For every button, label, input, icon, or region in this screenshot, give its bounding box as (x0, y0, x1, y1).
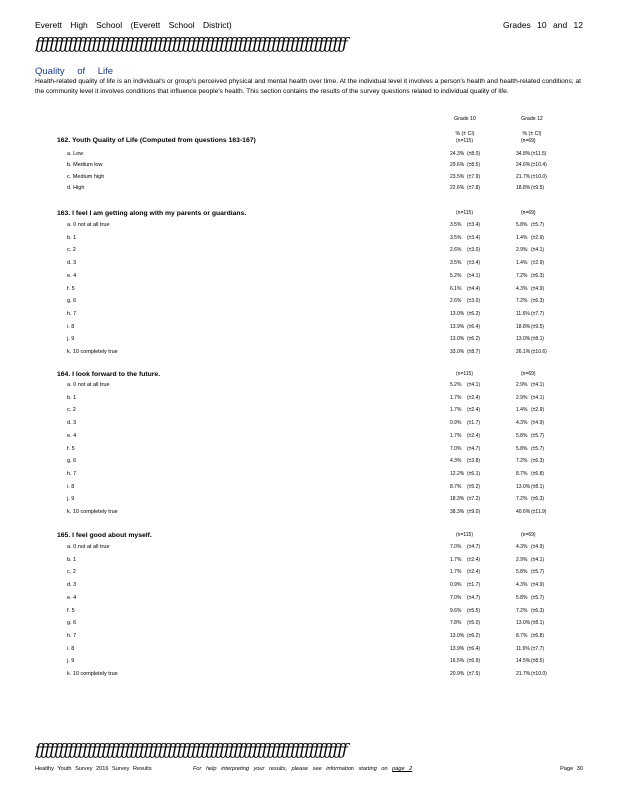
grade-10-confidence-interval: (±3.4) (467, 234, 481, 241)
grade-10-percent: 1.7% (450, 569, 462, 576)
grade-10-percent: 33.0% (450, 349, 465, 355)
grade-12-confidence-interval: (±6.3) (531, 607, 545, 614)
grade-10-confidence-interval: (±6.1) (467, 470, 481, 477)
grade-10-percent: 1.7% (450, 407, 462, 414)
response-option-label: d. 3 (67, 420, 77, 427)
grade-10-percent: 20.9% (450, 671, 465, 677)
grade-10-confidence-interval: (±6.4) (467, 645, 481, 652)
grade-12-percent: 8.7% (516, 632, 528, 639)
grade-12-percent: 7.2% (516, 607, 528, 614)
grade-12-percent: 26.1% (516, 349, 531, 355)
grade-12-percent: 1.4% (516, 234, 528, 241)
response-option-label: a. 0 not at all true (67, 222, 110, 228)
grade-12-percent: 11.6% (516, 645, 530, 652)
grade-10-percent: 24.3% (450, 151, 465, 157)
grade-12-confidence-interval: (±5.7) (531, 445, 545, 452)
grade-12-confidence-interval: (±4.1) (531, 247, 545, 254)
grade-10-confidence-interval: (±6.2) (467, 310, 481, 317)
grade-12-confidence-interval: (±9.5) (531, 323, 545, 330)
response-option-label: f. 5 (67, 445, 75, 452)
grade-10-percent-label: % (± CI) (455, 131, 475, 137)
grade-12-confidence-interval: (±4.9) (531, 420, 545, 427)
grade-12-confidence-interval: (±4.1) (531, 382, 545, 388)
grade-12-confidence-interval: (±4.9) (531, 582, 545, 589)
grade-12-confidence-interval: (±10.6) (531, 349, 547, 355)
grade-12-percent: 5.8% (516, 594, 528, 601)
response-option-label: k. 10 completely true (67, 509, 118, 515)
grade-10-percent: 1.7% (450, 432, 462, 439)
response-option-label: b. Medium low (67, 162, 103, 169)
grade-12-confidence-interval: (±2.9) (531, 407, 545, 414)
grade-10-percent: 3.5% (450, 222, 462, 228)
grade-10-percent: 16.5% (450, 658, 465, 665)
grade-12-confidence-interval: (±7.7) (531, 310, 545, 317)
grade-12-percent: 5.8% (516, 222, 528, 228)
grade-10-confidence-interval: (±3.0) (467, 298, 481, 305)
grade-12-confidence-interval: (±6.3) (531, 496, 545, 503)
grade-12-percent: 21.7% (516, 671, 531, 677)
grade-12-sample-size: (n=69) (521, 210, 536, 216)
grade-10-sample-size: (n=115) (456, 532, 474, 538)
grade-12-percent: 13.0% (516, 336, 531, 343)
grade-12-percent: 18.8% (516, 323, 531, 330)
question-title: 164. I look forward to the future. (57, 371, 161, 378)
grade-10-percent: 12.2% (450, 470, 465, 477)
response-option-label: c. 2 (67, 407, 76, 414)
grade-12-percent: 2.9% (516, 556, 528, 563)
response-option-label: e. 4 (67, 432, 77, 439)
grade-12-percent: 7.2% (516, 496, 528, 503)
grade-10-confidence-interval: (±3.4) (467, 260, 481, 267)
grade-12-confidence-interval: (±6.3) (531, 272, 545, 279)
response-option-label: g. 6 (67, 458, 77, 465)
grade-12-percent: 4.3% (516, 544, 528, 550)
grade-12-confidence-interval: (±5.7) (531, 594, 545, 601)
grade-10-confidence-interval: (±1.7) (467, 420, 481, 427)
grade-10-percent: 4.3% (450, 458, 462, 465)
grade-10-confidence-interval: (±3.0) (467, 247, 481, 254)
grade-10-percent: 1.7% (450, 394, 462, 401)
grade-12-confidence-interval: (±6.8) (531, 470, 545, 477)
grade-10-confidence-interval: (±5.0) (467, 620, 481, 627)
response-option-label: b. 1 (67, 556, 77, 563)
footer-ornament-rule: ƒƒƒƒƒƒƒƒƒƒƒƒƒƒƒƒƒƒƒƒƒƒƒƒƒƒƒƒƒƒƒƒƒƒƒƒƒƒƒƒƒƒƒƒƒƒƒƒƒƒƒƒƒƒƒƒƒƒƒƒƒƒƒƒƒƒ (35, 742, 347, 758)
response-option-label: c. Medium high (67, 173, 105, 180)
grade-10-percent: 6.1% (450, 285, 462, 292)
grade-10-confidence-interval: (±4.7) (467, 594, 481, 601)
grade-12-percent: 24.6% (516, 162, 531, 169)
grade-12-confidence-interval: (±6.8) (531, 632, 545, 639)
response-option-label: j. 9 (67, 496, 75, 503)
grade-12-percent: 7.2% (516, 272, 528, 279)
grade-12-percent: 5.8% (516, 569, 528, 576)
grade-10-confidence-interval: (±4.1) (467, 382, 481, 388)
grade-10-confidence-interval: (±4.4) (467, 285, 481, 292)
grade-10-column-header: Grade 10 (454, 116, 476, 122)
grade-12-percent: 21.7% (516, 173, 531, 180)
grade-10-confidence-interval: (±7.9) (467, 173, 481, 180)
grade-12-confidence-interval: (±5.7) (531, 569, 545, 576)
grade-10-percent: 7.0% (450, 544, 462, 550)
grade-12-confidence-interval: (±7.7) (531, 645, 545, 652)
grade-10-percent: 2.6% (450, 247, 462, 254)
grade-12-percent: 2.9% (516, 394, 528, 401)
grade-10-sample-size: (n=115) (456, 371, 474, 377)
grade-10-confidence-interval: (±5.2) (467, 483, 481, 490)
footer-page-link[interactable]: page 2 (392, 766, 413, 772)
grade-12-confidence-interval: (±8.1) (531, 336, 545, 343)
grade-12-confidence-interval: (±8.1) (531, 620, 545, 627)
response-option-label: k. 10 completely true (67, 671, 118, 677)
grade-12-confidence-interval: (±5.7) (531, 432, 545, 439)
grade-12-column-header: Grade 12 (521, 116, 543, 122)
grade-12-percent: 13.0% (516, 483, 531, 490)
header-ornament-rule: ƒƒƒƒƒƒƒƒƒƒƒƒƒƒƒƒƒƒƒƒƒƒƒƒƒƒƒƒƒƒƒƒƒƒƒƒƒƒƒƒƒƒƒƒƒƒƒƒƒƒƒƒƒƒƒƒƒƒƒƒƒƒƒƒƒƒ (35, 36, 347, 52)
grade-12-confidence-interval: (±5.7) (531, 222, 545, 228)
response-option-label: e. 4 (67, 594, 77, 601)
grade-12-percent: 34.8% (516, 151, 531, 157)
response-option-label: g. 6 (67, 298, 77, 305)
grade-10-confidence-interval: (±9.0) (467, 509, 481, 515)
grade-10-percent: 5.2% (450, 382, 462, 388)
footer-help-text (193, 766, 412, 772)
grade-10-percent: 3.5% (450, 234, 462, 241)
grade-12-confidence-interval: (±2.9) (531, 260, 545, 267)
grade-10-confidence-interval: (±2.4) (467, 569, 481, 576)
grade-12-sample-size: (n=69) (521, 138, 536, 144)
grade-10-confidence-interval: (±7.2) (467, 496, 481, 503)
response-option-label: b. 1 (67, 234, 77, 241)
grade-10-confidence-interval: (±8.0) (467, 151, 481, 157)
grade-12-percent: 13.0% (516, 620, 531, 627)
response-option-label: g. 6 (67, 620, 77, 627)
grade-10-confidence-interval: (±8.7) (467, 349, 481, 355)
grade-10-percent: 22.6% (450, 184, 465, 191)
grade-12-percent: 7.2% (516, 458, 528, 465)
grade-12-confidence-interval: (±4.9) (531, 285, 545, 292)
grade-10-percent: 38.3% (450, 509, 465, 515)
footer-survey-label: Healthy Youth Survey 2016 Survey Results (35, 766, 152, 772)
grade-10-confidence-interval: (±6.9) (467, 658, 481, 665)
grade-12-percent: 4.3% (516, 582, 528, 589)
response-option-label: d. 3 (67, 260, 77, 267)
grade-12-confidence-interval: (±10.0) (531, 173, 547, 180)
grade-12-percent: 5.8% (516, 445, 528, 452)
grade-12-confidence-interval: (±8.1) (531, 483, 545, 490)
grade-12-confidence-interval: (±2.9) (531, 234, 545, 241)
grade-12-percent: 5.8% (516, 432, 528, 439)
grade-10-percent: 18.3% (450, 496, 465, 503)
grade-12-percent: 4.3% (516, 420, 528, 427)
response-option-label: h. 7 (67, 632, 77, 639)
grades-label: Grades 10 and 12 (502, 20, 583, 30)
grade-12-percent: 4.3% (516, 285, 528, 292)
response-option-label: c. 2 (67, 247, 76, 254)
response-option-label: e. 4 (67, 272, 77, 279)
section-title: Quality of Life (35, 66, 114, 77)
grade-10-confidence-interval: (±4.7) (467, 544, 481, 550)
response-option-label: h. 7 (67, 310, 77, 317)
grade-12-confidence-interval: (±6.3) (531, 298, 545, 305)
question-title: 163. I feel I am getting along with my parents or guardians. (57, 210, 247, 217)
grade-12-confidence-interval: (±10.4) (531, 162, 547, 169)
grade-10-percent: 0.9% (450, 420, 462, 427)
grade-12-confidence-interval: (±9.5) (531, 184, 545, 191)
grade-10-percent: 13.9% (450, 323, 465, 330)
response-option-label: f. 5 (67, 607, 75, 614)
response-option-label: b. 1 (67, 394, 77, 401)
response-option-label: c. 2 (67, 569, 76, 576)
grade-12-percent: 11.6% (516, 310, 530, 317)
grade-10-confidence-interval: (±7.5) (467, 671, 481, 677)
grade-10-confidence-interval: (±5.5) (467, 607, 481, 614)
grade-10-confidence-interval: (±8.5) (467, 162, 481, 169)
grade-12-confidence-interval: (±4.9) (531, 544, 545, 550)
grade-10-percent: 7.0% (450, 445, 462, 452)
grade-12-percent: 18.8% (516, 184, 531, 191)
response-option-label: i. 8 (67, 645, 75, 652)
grade-10-sample-size: (n=115) (456, 210, 474, 216)
grade-10-confidence-interval: (±6.2) (467, 336, 481, 343)
grade-10-confidence-interval: (±4.7) (467, 445, 481, 452)
grade-12-percent: 1.4% (516, 260, 528, 267)
grade-10-percent: 13.0% (450, 310, 465, 317)
response-option-label: j. 9 (67, 336, 75, 343)
grade-10-sample-size: (n=115) (456, 138, 474, 144)
grade-10-percent: 5.2% (450, 272, 462, 279)
grade-10-percent: 8.7% (450, 483, 462, 490)
grade-12-percent: 8.7% (516, 470, 528, 477)
school-name: Everett High School (Everett School District) (35, 20, 232, 30)
grade-12-percent: 14.5% (516, 658, 531, 665)
grade-12-confidence-interval: (±11.5) (531, 151, 547, 157)
response-option-label: a. Low (67, 151, 84, 157)
response-option-label: a. 0 not at all true (67, 382, 110, 388)
grade-10-confidence-interval: (±4.1) (467, 272, 481, 279)
grade-12-percent-label: % (± CI) (522, 131, 542, 137)
question-title: 162. Youth Quality of Life (Computed from questions 163-167) (57, 137, 256, 144)
grade-10-percent: 3.5% (450, 260, 462, 267)
grade-12-confidence-interval: (±8.5) (531, 658, 545, 665)
grade-10-percent: 13.9% (450, 645, 465, 652)
grade-10-percent: 13.0% (450, 632, 465, 639)
grade-12-confidence-interval: (±6.3) (531, 458, 545, 465)
section-intro: Health-related quality of life is an individual's or group's perceived physical and mental health over time. At the individual level it involves a person's health and health-related conditions; at the community level it involves conditions that influence people's health. This section contains the results of the survey questions related to individual quality of life. (35, 78, 581, 95)
grade-10-percent: 0.9% (450, 582, 462, 589)
grade-12-percent: 1.4% (516, 407, 528, 414)
grade-12-percent: 2.9% (516, 382, 528, 388)
grade-12-confidence-interval: (±11.9) (531, 509, 547, 515)
question-title: 165. I feel good about myself. (57, 532, 152, 539)
grade-10-confidence-interval: (±6.4) (467, 323, 481, 330)
grade-10-percent: 29.6% (450, 162, 465, 169)
grade-10-percent: 13.0% (450, 336, 465, 343)
response-option-label: d. High (67, 184, 85, 191)
grade-10-percent: 23.5% (450, 173, 465, 180)
grade-10-confidence-interval: (±3.4) (467, 222, 481, 228)
grade-12-sample-size: (n=69) (521, 371, 536, 377)
grade-12-percent: 40.6% (516, 509, 531, 515)
response-option-label: h. 7 (67, 470, 77, 477)
response-option-label: d. 3 (67, 582, 77, 589)
grade-12-confidence-interval: (±4.1) (531, 394, 545, 401)
grade-12-confidence-interval: (±10.0) (531, 671, 547, 677)
page-number: Page 30 (560, 766, 583, 772)
grade-10-percent: 7.0% (450, 594, 462, 601)
grade-12-percent: 2.9% (516, 247, 528, 254)
response-option-label: j. 9 (67, 658, 75, 665)
grade-10-confidence-interval: (±6.2) (467, 632, 481, 639)
grade-10-confidence-interval: (±7.8) (467, 184, 481, 191)
grade-10-confidence-interval: (±1.7) (467, 582, 481, 589)
grade-10-percent: 2.6% (450, 298, 462, 305)
response-option-label: a. 0 not at all true (67, 544, 110, 550)
grade-12-confidence-interval: (±4.1) (531, 556, 545, 563)
grade-10-confidence-interval: (±2.4) (467, 394, 481, 401)
grade-10-confidence-interval: (±2.4) (467, 407, 481, 414)
page-header (35, 20, 583, 30)
grade-10-percent: 7.8% (450, 620, 462, 627)
response-option-label: f. 5 (67, 285, 75, 292)
grade-10-percent: 9.6% (450, 607, 462, 614)
response-option-label: i. 8 (67, 483, 75, 490)
footer-help-prefix: For help interpreting your results, please see information starting on (193, 766, 388, 772)
response-option-label: i. 8 (67, 323, 75, 330)
grade-12-percent: 7.2% (516, 298, 528, 305)
grade-12-sample-size: (n=69) (521, 532, 536, 538)
grade-10-confidence-interval: (±2.4) (467, 432, 481, 439)
grade-10-confidence-interval: (±2.4) (467, 556, 481, 563)
grade-10-confidence-interval: (±3.8) (467, 458, 481, 465)
response-option-label: k. 10 completely true (67, 349, 118, 355)
grade-10-percent: 1.7% (450, 556, 462, 563)
